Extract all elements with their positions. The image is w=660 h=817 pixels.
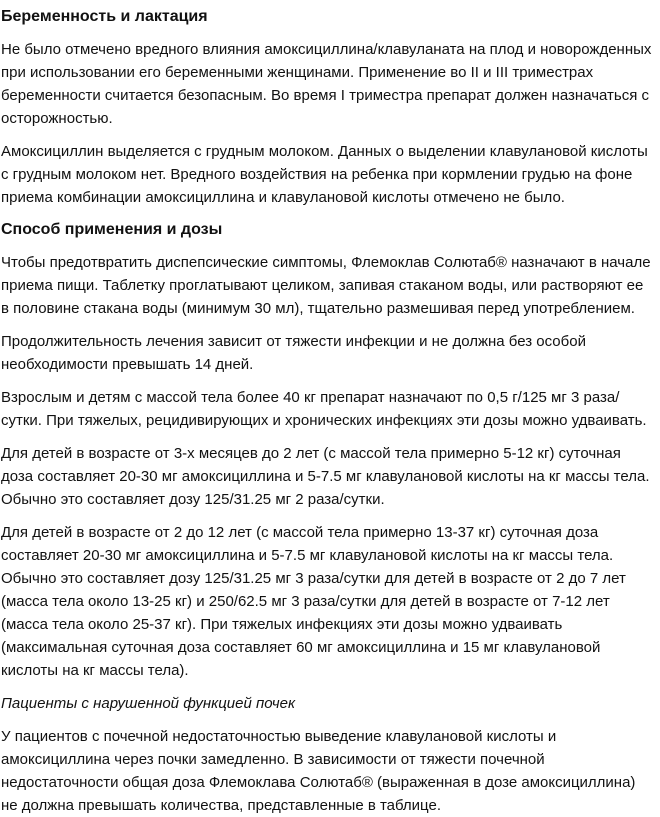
paragraph-administration: Чтобы предотвратить диспепсические симптомы, Флемоклав Солютаб® назначают в начале приема пищи. Таблетку проглатывают целиком, запивая стаканом воды, или растворяют ее в половине стакана воды (минимум 30 мл), тщательно размешивая перед употреблением. bbox=[1, 254, 651, 317]
paragraph-duration: Продолжительность лечения зависит от тяжести инфекции и не должна без особой необходимости превышать 14 дней. bbox=[1, 333, 586, 373]
paragraph-infant-dose: Для детей в возрасте от 3-х месяцев до 2 лет (с массой тела примерно 5-12 кг) суточная доза составляет 20-30 мг амоксициллина и 5-7.5 мг клавулановой кислоты на кг массы тела. Обычно это составляет дозу 125/31.25 мг 2 раза/сутки. bbox=[1, 445, 650, 508]
paragraph-lactation: Амоксициллин выделяется с грудным молоком. Данных о выделении клавулановой кислоты с грудным молоком нет. Вредного воздействия на ребенка при кормлении грудью на фоне приема комбинации амоксициллина и клавулановой кислоты отмечено не было. bbox=[1, 143, 648, 206]
paragraph-child-dose: Для детей в возрасте от 2 до 12 лет (с массой тела примерно 13-37 кг) суточная доза составляет 20-30 мг амоксициллина и 5-7.5 мг клавулановой кислоты на кг массы тела. Обычно это составляет дозу 125/31.25 мг 3 раза/сутки для детей в возрасте от 2 до 7 лет (масса тела около 13-25 кг) и 250/62.5 мг 3 раза/сутки для детей в возрасте от 7-12 лет (масса тела около 25-37 кг). При тяжелых инфекциях эти дозы можно удваивать (максимальная суточная доза составляет 60 мг амоксициллина и 15 мг клавулановой кислоты на кг массы тела). bbox=[1, 524, 626, 679]
paragraph-renal-dose: У пациентов с почечной недостаточностью выведение клавулановой кислоты и амоксициллина через почки замедленно. В зависимости от тяжести почечной недостаточности общая доза Флемоклава Солютаб® (выраженная в дозе амоксициллина) не должна превышать количества, представленные в таблице. bbox=[1, 728, 636, 814]
section-heading-dosage: Способ применения и дозы bbox=[1, 221, 223, 238]
section-heading-pregnancy: Беременность и лактация bbox=[1, 8, 208, 25]
subheading-renal: Пациенты с нарушенной функцией почек bbox=[1, 695, 296, 712]
paragraph-pregnancy-effects: Не было отмечено вредного влияния амоксициллина/клавуланата на плод и новорожденных при использовании его беременными женщинами. Применение во II и III триместрах беременности считается безопасным. Во время I триместра препарат должен назначаться с осторожностью. bbox=[1, 41, 652, 127]
paragraph-adult-dose: Взрослым и детям с массой тела более 40 кг препарат назначают по 0,5 г/125 мг 3 раза/сутки. При тяжелых, рецидивирующих и хронических инфекциях эти дозы можно удваивать. bbox=[1, 389, 647, 429]
